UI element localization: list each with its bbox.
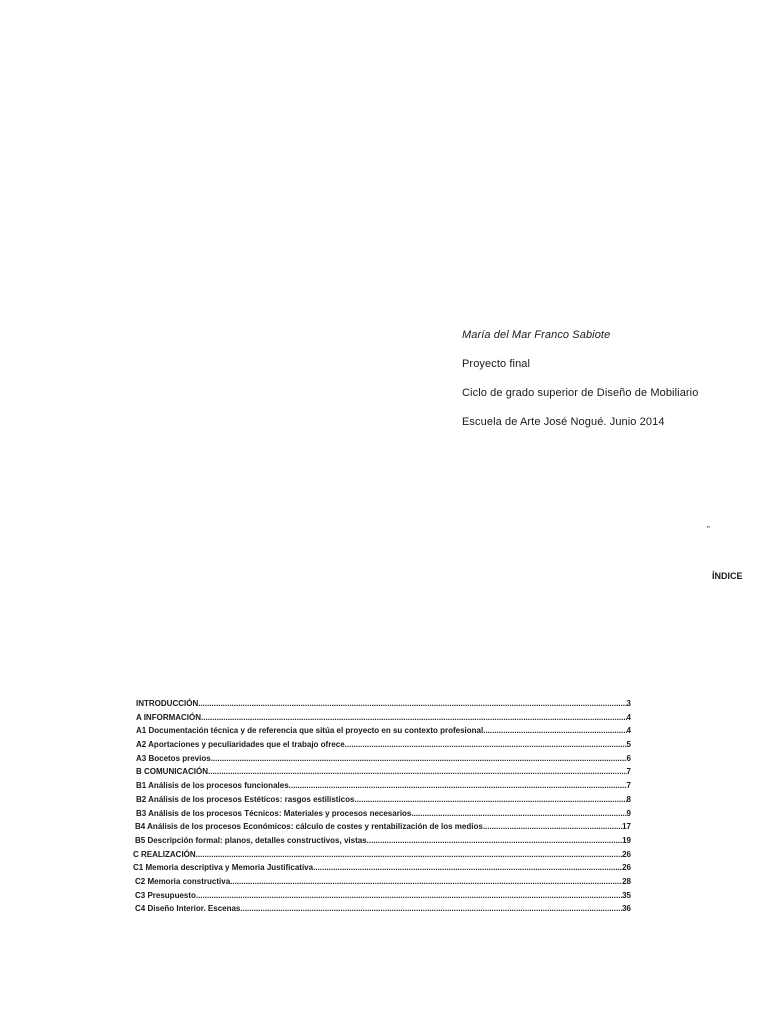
toc-label: C1 Memoria descriptiva y Memoria Justificativa bbox=[133, 863, 314, 873]
toc-entry-c3 bbox=[131, 889, 631, 903]
toc-entry-c2 bbox=[131, 875, 631, 889]
toc-leader-dots bbox=[230, 875, 622, 889]
author-name: María del Mar Franco Sabiote bbox=[462, 329, 611, 341]
toc-page-number: 26 bbox=[622, 849, 631, 859]
toc-leader-dots bbox=[211, 752, 627, 766]
toc-page-number: 35 bbox=[622, 890, 631, 900]
toc-entry-a3 bbox=[131, 752, 631, 766]
stray-mark: " bbox=[707, 525, 710, 534]
toc-label: B2 Análisis de los procesos Estéticos: rasgos estilísticos bbox=[136, 794, 355, 804]
toc-entry-a bbox=[131, 711, 631, 725]
toc-page-number: 4 bbox=[626, 712, 631, 722]
table-of-contents bbox=[131, 697, 631, 916]
toc-label: C REALIZACIÓN bbox=[133, 849, 196, 859]
toc-leader-dots bbox=[198, 697, 626, 711]
toc-entry-b2 bbox=[131, 793, 631, 807]
toc-entry-c1 bbox=[131, 861, 631, 875]
toc-leader-dots bbox=[483, 724, 626, 738]
toc-leader-dots bbox=[411, 807, 626, 821]
toc-entry-b3 bbox=[131, 807, 631, 821]
toc-page-number: 28 bbox=[622, 876, 631, 886]
toc-page-number: 5 bbox=[626, 740, 631, 750]
toc-label: A3 Bocetos previos bbox=[136, 753, 211, 763]
toc-leader-dots bbox=[201, 711, 627, 725]
toc-entry-introduccion bbox=[131, 697, 631, 711]
toc-leader-dots bbox=[240, 902, 622, 916]
toc-entry-b bbox=[131, 765, 631, 779]
toc-label: A2 Aportaciones y peculiaridades que el trabajo ofrece bbox=[136, 740, 345, 750]
toc-entry-a1 bbox=[131, 724, 631, 738]
toc-page-number: 7 bbox=[626, 767, 631, 777]
toc-label: A INFORMACIÓN bbox=[136, 712, 202, 722]
toc-label: B4 Análisis de los procesos Económicos: cálculo de costes y rentabilización de los medios bbox=[135, 822, 483, 832]
toc-entry-c bbox=[131, 848, 631, 862]
toc-label: C3 Presupuesto bbox=[135, 890, 196, 900]
school-date: Escuela de Arte José Nogué. Junio 2014 bbox=[462, 416, 665, 428]
cover-block bbox=[462, 328, 762, 444]
toc-leader-dots bbox=[196, 889, 622, 903]
toc-label: A1 Documentación técnica y de referencia que sitúa el proyecto en su contexto profesional bbox=[136, 726, 484, 736]
toc-entry-a2 bbox=[131, 738, 631, 752]
toc-leader-dots bbox=[345, 738, 627, 752]
toc-entry-b5 bbox=[131, 834, 631, 848]
toc-page-number: 17 bbox=[622, 822, 631, 832]
toc-page-number: 36 bbox=[622, 904, 631, 914]
toc-label: C2 Memoria constructiva bbox=[135, 876, 231, 886]
toc-page-number: 7 bbox=[626, 781, 631, 791]
toc-label: C4 Diseño Interior. Escenas bbox=[135, 904, 241, 914]
toc-leader-dots bbox=[208, 765, 627, 779]
toc-page-number: 4 bbox=[626, 726, 631, 736]
toc-entry-b1 bbox=[131, 779, 631, 793]
toc-leader-dots bbox=[483, 820, 622, 834]
toc-label: INTRODUCCIÓN bbox=[136, 699, 199, 708]
toc-label: B1 Análisis de los procesos funcionales bbox=[136, 781, 289, 791]
toc-leader-dots bbox=[313, 861, 622, 875]
toc-label: B COMUNICACIÓN bbox=[136, 767, 208, 777]
toc-leader-dots bbox=[367, 834, 622, 848]
toc-page-number: 3 bbox=[626, 699, 631, 708]
toc-label: B5 Descripción formal: planos, detalles constructivos, vistas bbox=[135, 835, 367, 845]
toc-page-number: 19 bbox=[622, 835, 631, 845]
toc-page-number: 6 bbox=[626, 753, 631, 763]
toc-entry-b4 bbox=[131, 820, 631, 834]
course-name: Ciclo de grado superior de Diseño de Mobiliario bbox=[462, 387, 699, 399]
index-heading: ÍNDICE bbox=[712, 571, 743, 581]
project-title: Proyecto final bbox=[462, 358, 531, 370]
toc-label: B3 Análisis de los procesos Técnicos: Materiales y procesos necesarios bbox=[136, 808, 412, 818]
toc-leader-dots bbox=[354, 793, 626, 807]
toc-page-number: 8 bbox=[626, 794, 631, 804]
toc-entry-c4 bbox=[131, 902, 631, 916]
toc-page-number: 26 bbox=[622, 863, 631, 873]
toc-leader-dots bbox=[196, 848, 622, 862]
toc-leader-dots bbox=[289, 779, 627, 793]
toc-page-number: 9 bbox=[626, 808, 631, 818]
